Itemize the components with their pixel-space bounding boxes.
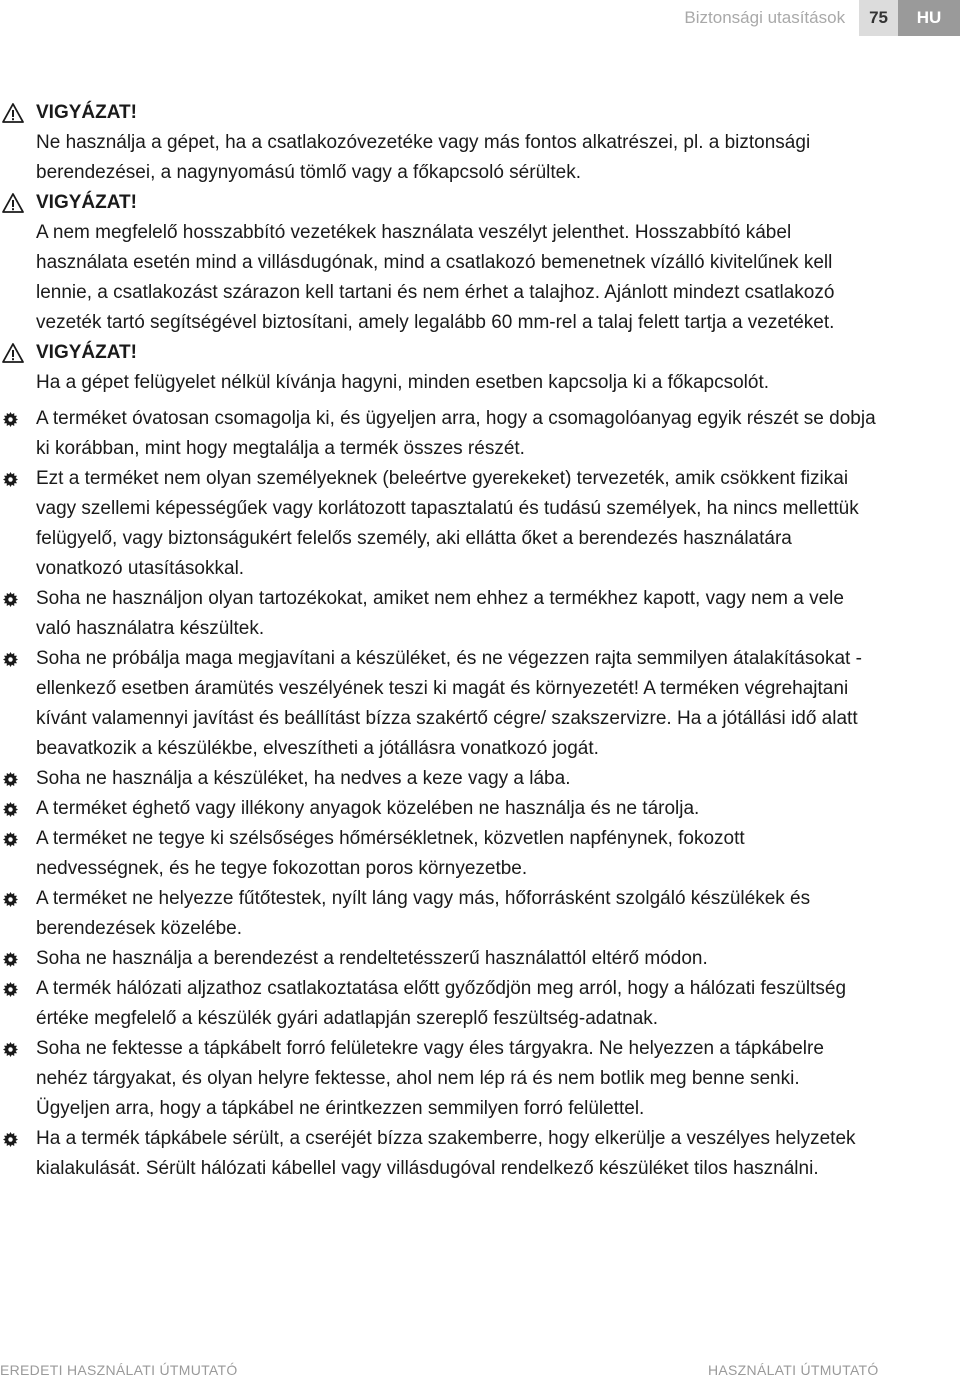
gear-bullet-icon: [3, 982, 18, 997]
bullet-text: Ha a termék tápkábele sérült, a cseréjét bízza szakemberre, hogy elkerülje a veszélyes helyzetek kialakulását. Sérült hálózati kábellel vagy villásdugóval rendelkező készüléket tilos használni.: [36, 1128, 856, 1179]
warning-block: [36, 188, 876, 338]
bullet-text: Soha ne használjon olyan tartozékokat, amiket nem ehhez a termékhez kapott, vagy nem a vele való használatra készültek.: [36, 588, 844, 639]
bullet-item: [36, 1034, 876, 1124]
bullet-text: Soha ne használja a berendezést a rendeltetésszerű használattól eltérő módon.: [36, 948, 708, 969]
bullet-text: A termék hálózati aljzathoz csatlakoztatása előtt győződjön meg arról, hogy a hálózati feszültség értéke megfelelő a készülék gyári adatlapján szereplő feszültség-adatnak.: [36, 978, 847, 1029]
gear-bullet-icon: [3, 652, 18, 667]
warning-triangle-icon: [2, 343, 24, 363]
gear-bullet-icon: [3, 892, 18, 907]
bullet-text: Soha ne fektesse a tápkábelt forró felületekre vagy éles tárgyakra. Ne helyezzen a tápkábelre nehéz tárgyakat, és olyan helyre fektesse, ahol nem lép rá és nem botlik meg benne senki. Ügyeljen arra, hogy a tápkábel ne érintkezzen semmilyen forró felülettel.: [36, 1038, 824, 1119]
bullet-text: A terméket ne helyezze fűtőtestek, nyílt láng vagy más, hőforrásként szolgáló készülékek és berendezések közelébe.: [36, 888, 811, 939]
bullet-item: [36, 764, 876, 794]
gear-bullet-icon: [3, 1132, 18, 1147]
warning-block: [36, 98, 876, 188]
warning-triangle-icon: [2, 193, 24, 213]
bullet-text: A terméket óvatosan csomagolja ki, és ügyeljen arra, hogy a csomagolóanyag egyik részét se dobja ki korábban, mint hogy megtalálja a termék összes részét.: [36, 408, 876, 459]
warning-title: VIGYÁZAT!: [36, 192, 137, 213]
page-footer: [0, 1362, 960, 1382]
gear-bullet-icon: [3, 472, 18, 487]
warning-text: Ha a gépet felügyelet nélkül kívánja hagyni, minden esetben kapcsolja ki a főkapcsolót.: [36, 372, 770, 393]
gear-bullet-icon: [3, 592, 18, 607]
warning-heading: [36, 98, 876, 128]
bullet-item: [36, 824, 876, 884]
page-number: 75: [859, 0, 898, 36]
page-header: [684, 0, 960, 36]
gear-bullet-icon: [3, 412, 18, 427]
bullet-item: [36, 1124, 876, 1184]
warning-triangle-icon: [2, 103, 24, 123]
bullet-item: [36, 404, 876, 464]
footer-left-label: EREDETI HASZNÁLATI ÚTMUTATÓ: [0, 1362, 238, 1378]
bullet-text: Soha ne használja a készüléket, ha nedves a keze vagy a lába.: [36, 768, 571, 789]
warning-text: A nem megfelelő hosszabbító vezetékek használata veszélyt jelenthet. Hosszabbító kábel használata esetén mind a villásdugónak, mind a csatlakozó bemenetnek vízálló kivitelűnek kell lennie, a csatlakozást szárazon kell tartani és nem érhet a talajhoz. Ajánlott mindezt csatlakozó vezeték tartó segítségével biztosítani, amely legalább 60 mm-rel a talaj felett tartja a vezetéket.: [36, 222, 835, 333]
gear-bullet-icon: [3, 832, 18, 847]
gear-bullet-icon: [3, 802, 18, 817]
document-body: [36, 98, 876, 1184]
section-title: Biztonsági utasítások: [684, 8, 846, 27]
bullet-item: [36, 644, 876, 764]
gear-bullet-icon: [3, 952, 18, 967]
gear-bullet-icon: [3, 772, 18, 787]
bullet-text: Ezt a terméket nem olyan személyeknek (beleértve gyerekeket) tervezeték, amik csökkent fizikai vagy szellemi képességűek vagy korlátozott tapasztalatú és tudású személyek, ha nincs mellettük felügyelő, vagy biztonságukért felelős személy, aki ellátta őket a berendezés használatára vonatkozó utasításokkal.: [36, 468, 859, 579]
warning-text: Ne használja a gépet, ha a csatlakozóvezetéke vagy más fontos alkatrészei, pl. a biztonsági berendezései, a nagynyomású tömlő vagy a főkapcsoló sérültek.: [36, 132, 811, 183]
language-tab: HU: [898, 0, 960, 36]
bullet-item: [36, 974, 876, 1034]
gear-bullet-icon: [3, 1042, 18, 1057]
warning-block: [36, 338, 876, 398]
bullet-item: [36, 464, 876, 584]
safety-bullet-list: [36, 404, 876, 1184]
warning-title: VIGYÁZAT!: [36, 342, 137, 363]
warning-title: VIGYÁZAT!: [36, 102, 137, 123]
bullet-item: [36, 794, 876, 824]
bullet-item: [36, 584, 876, 644]
bullet-text: A terméket éghető vagy illékony anyagok közelében ne használja és ne tárolja.: [36, 798, 700, 819]
bullet-item: [36, 944, 876, 974]
warning-heading: [36, 338, 876, 368]
footer-right-label: HASZNÁLATI ÚTMUTATÓ: [708, 1362, 879, 1378]
bullet-text: Soha ne próbálja maga megjavítani a készüléket, és ne végezzen rajta semmilyen átalakításokat - ellenkező esetben áramütés veszélyének teszi ki magát és környezetét! A terméken végrehajtani kívánt valamennyi javítást és beállítást bízza szakértő cégre/ szakszervizre. Ha a jótállási idő alatt beavatkozik a készülékbe, elveszítheti a jótállásra vonatkozó jogát.: [36, 648, 862, 759]
bullet-text: A terméket ne tegye ki szélsőséges hőmérsékletnek, közvetlen napfénynek, fokozott nedvességnek, és he tegye fokozottan poros környezetbe.: [36, 828, 745, 879]
warning-heading: [36, 188, 876, 218]
bullet-item: [36, 884, 876, 944]
